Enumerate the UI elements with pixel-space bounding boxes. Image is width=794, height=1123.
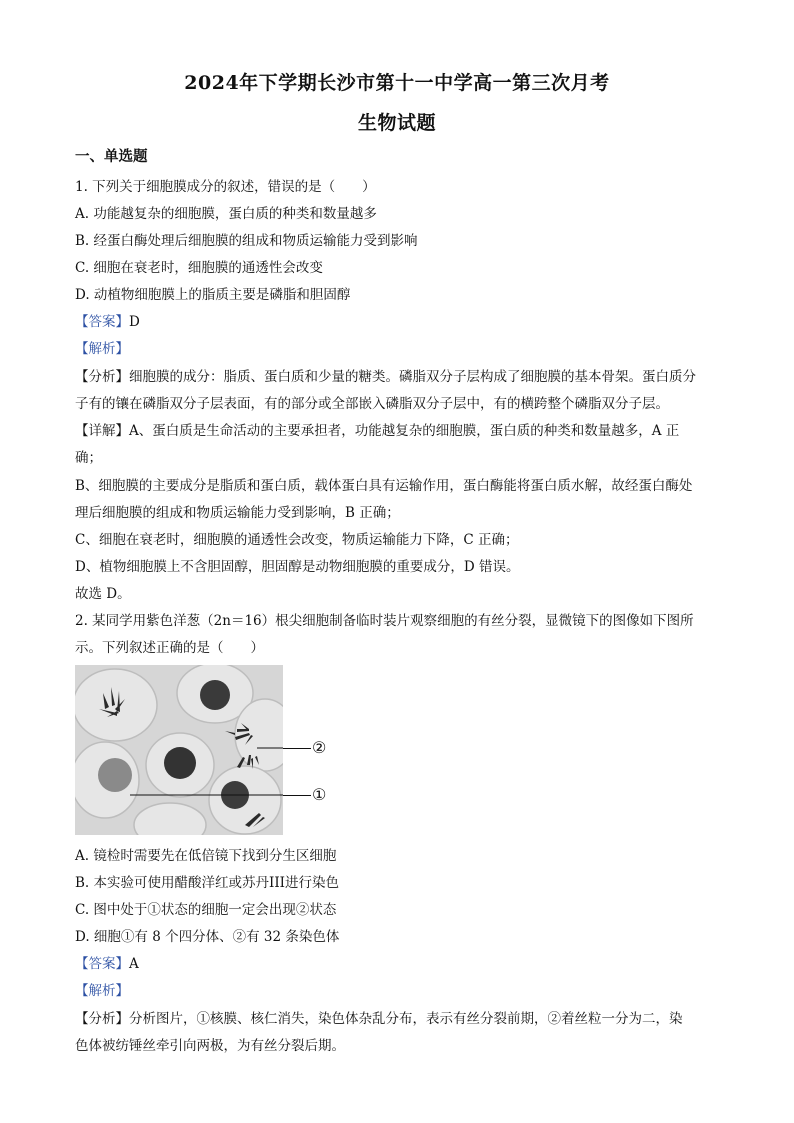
micrograph-figure bbox=[75, 665, 283, 835]
q2-fenxi-line: 【分析】分析图片，①核膜、核仁消失，染色体杂乱分布，表示有丝分裂前期，②着丝粒一分为二，染 bbox=[75, 1011, 683, 1027]
answer-tag: 【答案】 bbox=[75, 956, 129, 972]
q1-detail-line: 确； bbox=[75, 450, 102, 466]
q2-stem-line: 2. 某同学用紫色洋葱（2n＝16）根尖细胞制备临时装片观察细胞的有丝分裂，显微镜下的图像如下图所 bbox=[75, 613, 694, 629]
answer-value: D bbox=[129, 314, 140, 330]
exam-subject: 生物试题 bbox=[357, 112, 436, 134]
q1-answer bbox=[75, 313, 140, 331]
answer-value: A bbox=[129, 956, 139, 972]
q2-answer bbox=[75, 955, 139, 973]
label-leader-1 bbox=[283, 795, 311, 796]
q2-stem-line: 示。下列叙述正确的是（ ） bbox=[75, 640, 264, 656]
q1-detail-line: B、细胞膜的主要成分是脂质和蛋白质，载体蛋白具有运输作用，蛋白酶能将蛋白质水解，故经蛋白酶处 bbox=[75, 478, 693, 494]
q1-option-c: C. 细胞在衰老时，细胞膜的通透性会改变 bbox=[75, 260, 323, 276]
q1-detail-line: 【详解】A、蛋白质是生命活动的主要承担者，功能越复杂的细胞膜，蛋白质的种类和数量越多，A 正 bbox=[75, 423, 680, 439]
q1-stem: 1. 下列关于细胞膜成分的叙述，错误的是（ ） bbox=[75, 179, 376, 195]
q1-detail-line: D、植物细胞膜上不含胆固醇，胆固醇是动物细胞膜的重要成分，D 错误。 bbox=[75, 559, 520, 575]
section-heading: 一、单选题 bbox=[75, 148, 148, 165]
figure-label-2: ② bbox=[312, 738, 327, 757]
q1-detail-line: 理后细胞膜的组成和物质运输能力受到影响，B 正确； bbox=[75, 505, 400, 521]
q1-option-d: D. 动植物细胞膜上的脂质主要是磷脂和胆固醇 bbox=[75, 287, 351, 303]
q2-option-a: A. 镜检时需要先在低倍镜下找到分生区细胞 bbox=[75, 848, 337, 864]
q1-option-a: A. 功能越复杂的细胞膜，蛋白质的种类和数量越多 bbox=[75, 206, 377, 222]
q2-analysis-tag: 【解析】 bbox=[75, 983, 129, 999]
fenxi-tag: 【分析】 bbox=[75, 1011, 129, 1027]
q1-fenxi-line: 子有的镶在磷脂双分子层表面，有的部分或全部嵌入磷脂双分子层中，有的横跨整个磷脂双分子层。 bbox=[75, 396, 669, 412]
figure-label-1: ① bbox=[312, 785, 327, 804]
q1-option-b: B. 经蛋白酶处理后细胞膜的组成和物质运输能力受到影响 bbox=[75, 233, 418, 249]
xiangjie-tag: 【详解】 bbox=[75, 423, 129, 439]
fenxi-tag: 【分析】 bbox=[75, 369, 129, 385]
q1-conclusion: 故选 D。 bbox=[75, 586, 131, 602]
q1-analysis-tag: 【解析】 bbox=[75, 341, 129, 357]
exam-title: 2024年下学期长沙市第十一中学高一第三次月考 bbox=[184, 72, 610, 94]
answer-tag: 【答案】 bbox=[75, 314, 129, 330]
q1-detail-line: C、细胞在衰老时，细胞膜的通透性会改变，物质运输能力下降，C 正确； bbox=[75, 532, 519, 548]
label-leader-2 bbox=[283, 748, 311, 749]
q2-option-d: D. 细胞①有 8 个四分体、②有 32 条染色体 bbox=[75, 929, 340, 945]
q1-fenxi-line: 【分析】细胞膜的成分：脂质、蛋白质和少量的糖类。磷脂双分子层构成了细胞膜的基本骨架。蛋白质分 bbox=[75, 369, 696, 385]
micrograph-image bbox=[75, 665, 283, 835]
q2-fenxi-line: 色体被纺锤丝牵引向两极，为有丝分裂后期。 bbox=[75, 1038, 345, 1054]
q2-option-c: C. 图中处于①状态的细胞一定会出现②状态 bbox=[75, 902, 337, 918]
q2-option-b: B. 本实验可使用醋酸洋红或苏丹III进行染色 bbox=[75, 875, 340, 891]
